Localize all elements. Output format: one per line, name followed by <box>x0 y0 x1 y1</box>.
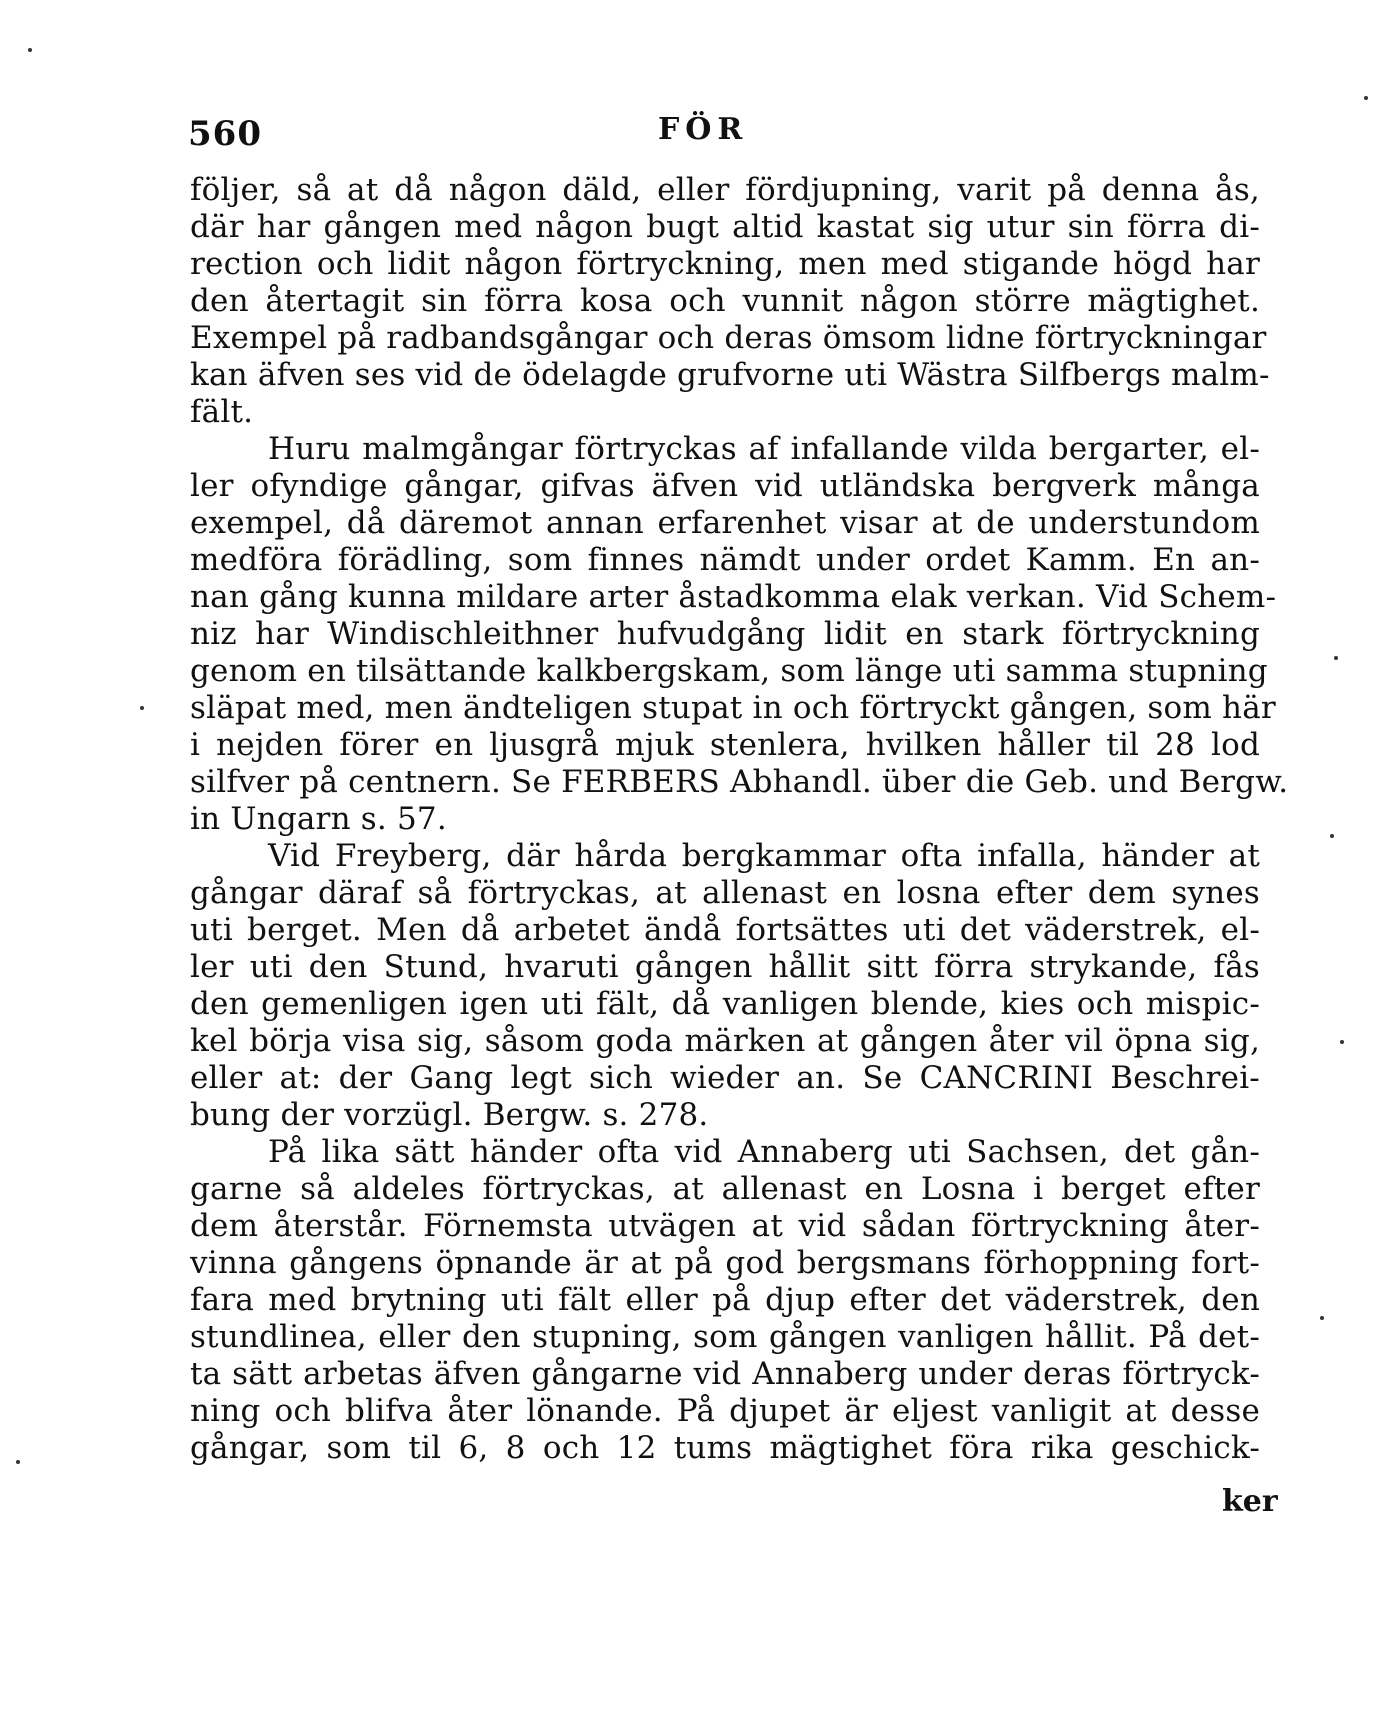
text-line: där har gången med någon bugt altid kastat sig utur sin förra di- <box>190 209 1260 245</box>
text-line: Exempel på radbandsgångar och deras ömsom lidne förtryckningar <box>190 320 1267 356</box>
scan-speck <box>140 706 144 710</box>
text-line: eller at: der Gang legt sich wieder an. Se CANCRINI Beschrei- <box>190 1060 1260 1096</box>
scan-speck <box>1320 1316 1324 1320</box>
text-line: gångar däraf så förtryckas, at allenast en losna efter dem synes <box>190 875 1260 911</box>
page-header <box>188 108 1258 158</box>
text-line: garne så aldeles förtryckas, at allenast en Losna i berget efter <box>190 1171 1260 1207</box>
text-line: ta sätt arbetas äfven gångarne vid Annaberg under deras förtryck- <box>190 1356 1260 1392</box>
text-line: genom en tilsättande kalkbergskam, som länge uti samma stupning <box>190 653 1268 689</box>
text-line: bung der vorzügl. Bergw. s. 278. <box>190 1097 709 1133</box>
text-line: fält. <box>190 394 254 430</box>
text-line: fara med brytning uti fält eller på djup efter det väderstrek, den <box>190 1282 1260 1318</box>
scan-speck <box>16 1460 20 1464</box>
text-line: medföra förädling, som finnes nämdt under ordet Kamm. En an- <box>190 542 1260 578</box>
text-line: Huru malmgångar förtryckas af infallande vilda bergarter, el- <box>268 431 1260 467</box>
text-line: in Ungarn s. 57. <box>190 801 447 837</box>
running-head: FÖR <box>658 112 749 147</box>
page-number: 560 <box>188 114 262 154</box>
text-line: dem återstår. Förnemsta utvägen at vid sådan förtryckning åter- <box>190 1208 1260 1244</box>
text-line: ning och blifva åter lönande. På djupet är eljest vanligit at desse <box>190 1393 1260 1429</box>
text-line: följer, så at då någon däld, eller fördjupning, varit på denna ås, <box>190 172 1260 208</box>
scan-speck <box>1340 1040 1344 1044</box>
catchword: ker <box>1222 1484 1278 1519</box>
text-line: ler ofyndige gångar, gifvas äfven vid utländska bergverk många <box>190 468 1260 504</box>
text-line: stundlinea, eller den stupning, som gången vanligen hållit. På det- <box>190 1319 1260 1355</box>
scan-speck <box>1334 656 1338 660</box>
text-line: På lika sätt händer ofta vid Annaberg uti Sachsen, det gån- <box>268 1134 1260 1170</box>
text-line: uti berget. Men då arbetet ändå fortsättes uti det väderstrek, el- <box>190 912 1260 948</box>
text-line: släpat med, men ändteligen stupat in och förtryckt gången, som här <box>190 690 1276 726</box>
text-line: vinna gångens öpnande är at på god bergsmans förhoppning fort- <box>190 1245 1260 1281</box>
text-line: kan äfven ses vid de ödelagde grufvorne uti Wästra Silfbergs malm- <box>190 357 1270 393</box>
text-line: i nejden förer en ljusgrå mjuk stenlera, hvilken håller til 28 lod <box>190 727 1260 763</box>
text-line: nan gång kunna mildare arter åstadkomma elak verkan. Vid Schem- <box>190 579 1277 615</box>
text-line: Vid Freyberg, där hårda bergkammar ofta infalla, händer at <box>268 838 1260 874</box>
text-line: den gemenligen igen uti fält, då vanligen blende, kies och mispic- <box>190 986 1260 1022</box>
scan-speck <box>28 48 32 52</box>
body-text <box>190 172 1289 1467</box>
text-line: ler uti den Stund, hvaruti gången hållit sitt förra strykande, fås <box>190 949 1260 985</box>
text-line: silfver på centnern. Se FERBERS Abhandl. über die Geb. und Bergw. <box>190 764 1289 800</box>
scan-speck <box>1364 96 1368 100</box>
text-line: kel börja visa sig, såsom goda märken at gången åter vil öpna sig, <box>190 1023 1260 1059</box>
text-line: den återtagit sin förra kosa och vunnit någon större mägtighet. <box>190 283 1260 319</box>
scan-speck <box>1330 834 1334 838</box>
text-line: exempel, då däremot annan erfarenhet visar at de understundom <box>190 505 1260 541</box>
text-line: gångar, som til 6, 8 och 12 tums mägtighet föra rika geschick- <box>190 1430 1260 1466</box>
text-line: niz har Windischleithner hufvudgång lidit en stark förtryckning <box>190 616 1260 652</box>
text-line: rection och lidit någon förtryckning, men med stigande högd har <box>190 246 1260 282</box>
